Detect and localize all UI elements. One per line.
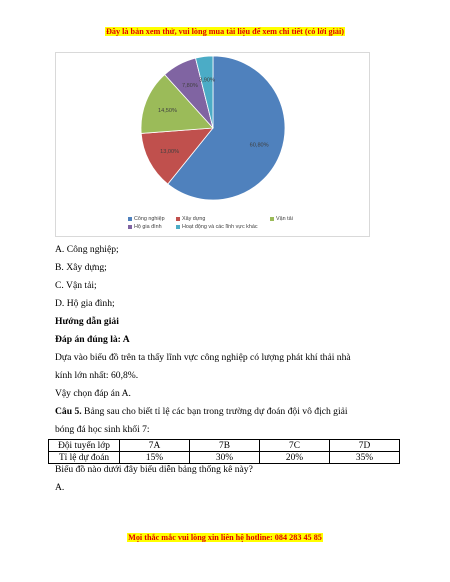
table-cell: 7D <box>330 440 400 452</box>
table-cell: 30% <box>190 452 260 464</box>
preview-notice-text: Đây là bản xem thử, vui lòng mua tài liệu để xem chi tiết (có lời giải) <box>105 27 344 36</box>
data-label: 60,80% <box>249 142 269 149</box>
data-label: 14,50% <box>158 107 178 114</box>
legend-swatch <box>128 225 132 229</box>
option-d: D. Hộ gia đình; <box>55 298 115 309</box>
solution-heading: Hướng dẫn giải <box>55 316 119 327</box>
legend-swatch <box>128 217 132 221</box>
question-5-text: Bảng sau cho biết tỉ lệ các bạn trong trường dự đoán đội vô địch giải <box>81 406 348 417</box>
legend-item <box>270 216 293 222</box>
legend-item <box>128 216 165 222</box>
explanation-line-2: kính lớn nhất: 60,8%. <box>55 370 139 381</box>
question-5-prompt: Biểu đồ nào dưới đây biểu diễn bảng thống kê này? <box>55 464 253 475</box>
data-label: 3,90% <box>199 77 215 84</box>
table-cell: Tỉ lệ dự đoán <box>49 452 120 464</box>
table-cell: 7B <box>190 440 260 452</box>
question-5-label: Câu 5. <box>55 406 82 417</box>
explanation-line-1: Dựa vào biểu đồ trên ta thấy lĩnh vực công nghiệp có lượng phát khí thải nhà <box>55 352 351 363</box>
pie-chart-svg <box>56 53 369 236</box>
preview-notice-banner <box>0 27 450 36</box>
question-5-line-1 <box>55 406 348 417</box>
data-label: 13,00% <box>160 148 180 155</box>
prediction-table <box>48 439 400 464</box>
legend-label: Công nghiệp <box>134 216 165 222</box>
table-header-row <box>49 440 400 452</box>
table-row <box>49 452 400 464</box>
table-cell: Đội tuyển lớp <box>49 440 120 452</box>
legend-item <box>176 224 258 230</box>
legend-label: Vận tải <box>276 216 293 222</box>
conclusion: Vậy chọn đáp án A. <box>55 388 131 399</box>
legend-item <box>176 216 205 222</box>
legend-swatch <box>176 225 180 229</box>
legend-swatch <box>176 217 180 221</box>
correct-answer: Đáp án đúng là: A <box>55 334 130 345</box>
option-a: A. Công nghiệp; <box>55 244 119 255</box>
option-b: B. Xây dựng; <box>55 262 107 273</box>
table-cell: 7C <box>260 440 330 452</box>
legend-label: Hộ gia đình <box>134 224 162 230</box>
legend-label: Hoạt động và các lĩnh vực khác <box>182 224 258 230</box>
pie-chart <box>55 52 370 237</box>
question-5-line-2: bóng đá học sinh khối 7: <box>55 424 150 435</box>
table-cell: 35% <box>330 452 400 464</box>
option-c: C. Vận tải; <box>55 280 97 291</box>
hotline-text: Mọi thắc mắc vui lòng xin liên hệ hotline: 084 283 45 85 <box>128 533 322 542</box>
legend-label: Xây dựng <box>182 216 206 222</box>
table-cell: 15% <box>120 452 190 464</box>
hotline-banner <box>0 533 450 542</box>
answer-option-a: A. <box>55 482 65 493</box>
legend-swatch <box>270 217 274 221</box>
table-cell: 20% <box>260 452 330 464</box>
table-cell: 7A <box>120 440 190 452</box>
data-label: 7,80% <box>182 82 198 89</box>
legend-item <box>128 224 162 230</box>
